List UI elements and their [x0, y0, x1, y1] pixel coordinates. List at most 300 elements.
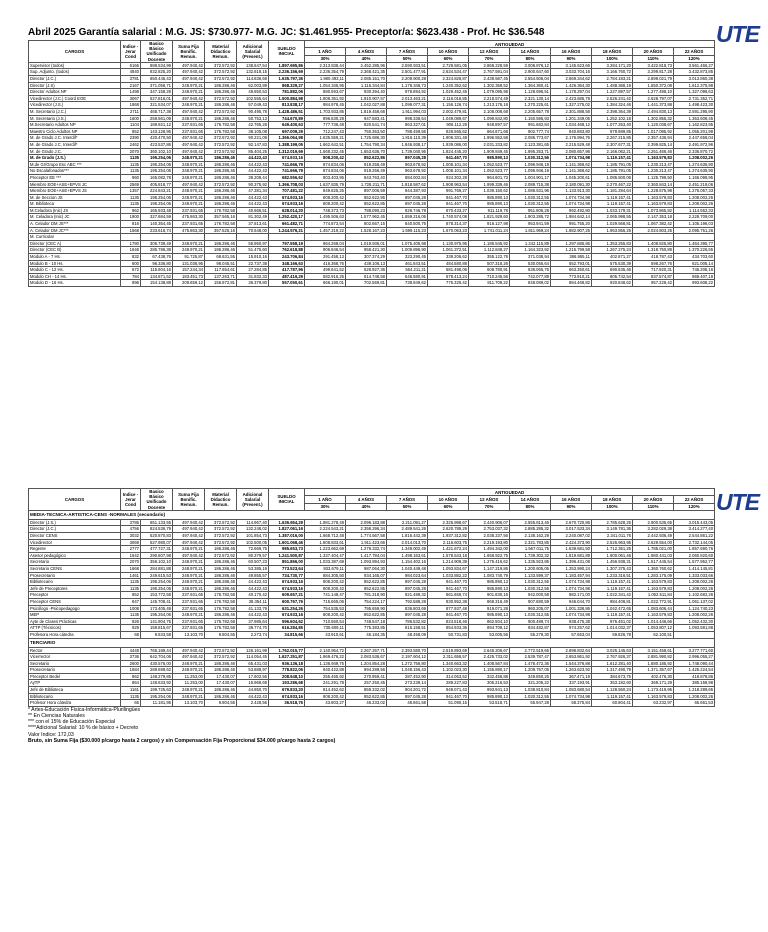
- row-antiguedad: 1.577.962,45: [346, 214, 387, 221]
- row-antiguedad: 1.133.913,30: [551, 188, 592, 195]
- row-antiguedad: 933.679,11: [305, 565, 346, 572]
- row-material: 372.572,92: [205, 539, 237, 546]
- row-antiguedad: 1.360.760,62: [633, 565, 674, 572]
- header-percent: 70%: [469, 55, 510, 62]
- row-suma-fija: [173, 234, 205, 241]
- row-antiguedad: 1.141.368,62: [551, 168, 592, 175]
- row-cargo: Modulo CH - 14 Hs.: [29, 273, 121, 280]
- row-antiguedad: 2.336.870,72: [674, 148, 715, 155]
- row-antiguedad: 48.458,09: [387, 631, 428, 638]
- row-antiguedad: 1.074.734,98: [551, 155, 592, 162]
- footnote: Valor Indice: 172,03: [28, 731, 74, 738]
- row-antiguedad: 2.065.998,55: [592, 214, 633, 221]
- row-cargo: M. de Grado (J.S.): [29, 155, 121, 162]
- row-antiguedad: 321.205,22: [510, 680, 551, 687]
- header-percent: 80%: [510, 503, 551, 510]
- row-antiguedad: 1.882.907,25: [551, 227, 592, 234]
- table-row: [29, 122, 715, 129]
- row-indice: 1135: [121, 194, 141, 201]
- row-antiguedad: 2.218.574,49: [469, 95, 510, 102]
- row-antiguedad: 1.278.332,74: [346, 546, 387, 553]
- row-antiguedad: 1.119.157,41: [592, 194, 633, 201]
- row-antiguedad: 904.201,72: [387, 687, 428, 694]
- row-antiguedad: 3.013.860,38: [674, 76, 715, 83]
- row-material: 186.286,46: [205, 579, 237, 586]
- header-year: 4 AÑOS: [346, 48, 387, 55]
- row-antiguedad: 305.216,53: [469, 680, 510, 687]
- row-material: 372.572,92: [205, 526, 237, 533]
- row-antiguedad: 1.061.137,02: [674, 598, 715, 605]
- row-antiguedad: 2.900.535,65: [633, 519, 674, 526]
- row-antiguedad: 1.658.922,75: [469, 552, 510, 559]
- row-sueldo-inicial: 596.604,62: [269, 618, 305, 625]
- row-antiguedad: 993.608,22: [674, 280, 715, 287]
- row-basico: 420.470,50: [141, 135, 173, 142]
- row-adicional: 53.385,19: [237, 565, 269, 572]
- row-antiguedad: 985.890,13: [469, 585, 510, 592]
- row-antiguedad: 1.042.472,65: [592, 605, 633, 612]
- row-antiguedad: 859.332,02: [346, 687, 387, 694]
- row-antiguedad: 1.162.823,95: [674, 122, 715, 129]
- table-row: [29, 592, 715, 599]
- row-adicional: 44.422,43: [237, 579, 269, 586]
- row-suma-fija: 497.940,42: [173, 526, 205, 533]
- row-cargo: M. de Seccion JS: [29, 194, 121, 201]
- row-antiguedad: 978.894,92: [387, 89, 428, 96]
- row-cargo: Director (J.C.): [29, 526, 121, 533]
- row-antiguedad: 1.163.579,83: [633, 201, 674, 208]
- row-antiguedad: 985.890,13: [469, 194, 510, 201]
- row-antiguedad: 1.208.002,26: [674, 201, 715, 208]
- row-antiguedad: 1.270.225,61: [510, 102, 551, 109]
- row-antiguedad: 273.239,14: [387, 680, 428, 687]
- row-antiguedad: 1.908.963,54: [428, 181, 469, 188]
- row-antiguedad: 3.145.523,66: [551, 62, 592, 69]
- row-suma-fija: 248.970,21: [173, 161, 205, 168]
- header-row: [29, 41, 715, 48]
- row-antiguedad: 900.489,74: [510, 618, 551, 625]
- row-antiguedad: 1.969.476,22: [305, 654, 346, 661]
- row-adicional: 50.753,13: [237, 115, 269, 122]
- row-antiguedad: 1.612.281,40: [592, 660, 633, 667]
- row-adicional: 44.422,43: [237, 693, 269, 700]
- header-percent: 80%: [510, 55, 551, 62]
- row-basico: 306.739,49: [141, 240, 173, 247]
- row-indice: 2070: [121, 148, 141, 155]
- row-antiguedad: 1.052.432,30: [674, 618, 715, 625]
- row-cargo: Modulo B - 10 Hs.: [29, 260, 121, 267]
- row-antiguedad: 2.219.193,80: [469, 539, 510, 546]
- row-indice: 1900: [121, 214, 141, 221]
- row-antiguedad: 2.447.658,04: [674, 135, 715, 142]
- row-antiguedad: 666.190,01: [305, 280, 346, 287]
- row-antiguedad: 1.816.442,39: [387, 533, 428, 540]
- row-basico: 148.279,85: [141, 673, 173, 680]
- header-year: 18 AÑOS: [592, 48, 633, 55]
- row-antiguedad: 2.784.183,21: [592, 76, 633, 83]
- row-adicional: 37.813,61: [237, 221, 269, 228]
- row-cargo: Psicólogo -Psicopedagogo: [29, 605, 121, 612]
- row-antiguedad: 1.739.040,95: [387, 148, 428, 155]
- row-antiguedad: 3.299.817,28: [633, 69, 674, 76]
- row-sueldo-inicial: 1.388.199,05: [269, 141, 305, 148]
- row-adicional: 15.968,69: [237, 680, 269, 687]
- row-antiguedad: 897.045,28: [387, 585, 428, 592]
- row-antiguedad: 848.089,02: [510, 280, 551, 287]
- row-material: 186.286,46: [205, 89, 237, 96]
- row-sueldo-inicial: 417.787,96: [269, 267, 305, 274]
- row-antiguedad: 3.282.029,38: [633, 526, 674, 533]
- row-indice: 832: [121, 254, 141, 261]
- row-antiguedad: 2.732.144,05: [674, 539, 715, 546]
- row-antiguedad: 1.008.101,34: [428, 168, 469, 175]
- row-basico: [141, 234, 173, 241]
- row-material: 186.286,46: [205, 693, 237, 700]
- row-adicional: 44.422,43: [237, 155, 269, 162]
- row-indice: 1642: [121, 552, 141, 559]
- row-antiguedad: 575.530,39: [592, 260, 633, 267]
- row-indice: [121, 234, 141, 241]
- row-basico: 140.354,45: [141, 221, 173, 228]
- row-material: 9.804,55: [205, 631, 237, 638]
- row-sueldo-inicial: 773.523,64: [269, 565, 305, 572]
- section-terciario-label: TERCIARIO: [29, 638, 715, 647]
- row-antiguedad: 1.909.849,45: [469, 148, 510, 155]
- row-cargo: Director Adultos NP: [29, 89, 121, 96]
- row-antiguedad: 1.136.949,75: [305, 660, 346, 667]
- row-antiguedad: 1.242.115,89: [510, 240, 551, 247]
- row-antiguedad: 1.318.750,89: [633, 247, 674, 254]
- salary-sheet-2: [28, 488, 740, 744]
- row-antiguedad: 1.223.662,69: [305, 546, 346, 553]
- row-sueldo-inicial: 851.866,00: [269, 559, 305, 566]
- row-adicional: 38.354,11: [237, 598, 269, 605]
- table-row: [29, 660, 715, 667]
- row-antiguedad: 2.885.285,32: [510, 526, 551, 533]
- row-antiguedad: 1.119.157,41: [592, 579, 633, 586]
- row-basico: 195.254,06: [141, 155, 173, 162]
- row-antiguedad: 53.005,56: [469, 631, 510, 638]
- row-indice: 1568: [121, 227, 141, 234]
- row-antiguedad: 1.263.623,92: [551, 667, 592, 674]
- header-year: 7 AÑOS: [387, 496, 428, 503]
- salary-table-secondary: [28, 488, 715, 707]
- row-suma-fija: 497.940,42: [173, 76, 205, 83]
- row-antiguedad: 2.236.354,79: [305, 69, 346, 76]
- row-suma-fija: 183.451,73: [173, 273, 205, 280]
- row-antiguedad: 1.819.458,66: [346, 108, 387, 115]
- row-antiguedad: 985.890,13: [469, 693, 510, 700]
- row-adicional: 114.836,59: [237, 76, 269, 83]
- row-antiguedad: 1.133.599,37: [510, 572, 551, 579]
- row-antiguedad: 2.123.381,65: [510, 141, 551, 148]
- row-antiguedad: 1.396.431,08: [551, 559, 592, 566]
- table-row: [29, 89, 715, 96]
- row-adicional: 38.105,08: [237, 128, 269, 135]
- row-antiguedad: 941.467,70: [428, 612, 469, 619]
- row-antiguedad: 1.317.490,79: [592, 667, 633, 674]
- row-sueldo-inicial: 1.241.500,87: [269, 552, 305, 559]
- row-antiguedad: 1.178.297,04: [551, 89, 592, 96]
- row-antiguedad: 930.394,40: [346, 89, 387, 96]
- row-sueldo-inicial: 193.286,68: [269, 680, 305, 687]
- table-row: [29, 267, 715, 274]
- row-antiguedad: 1.034.468,12: [551, 122, 592, 129]
- row-antiguedad: 3.149.781,36: [592, 526, 633, 533]
- row-basico: 259.561,09: [141, 115, 173, 122]
- row-adicional: 47.381,34: [237, 188, 269, 195]
- row-antiguedad: 2.590.933,51: [387, 62, 428, 69]
- row-sueldo-inicial: 2.236.156,69: [269, 69, 305, 76]
- row-antiguedad: 337.193,91: [551, 680, 592, 687]
- row-adicional: 22.737,38: [237, 260, 269, 267]
- row-antiguedad: 2.267.267,71: [346, 647, 387, 654]
- row-antiguedad: 1.083.740,79: [469, 572, 510, 579]
- row-antiguedad: 710.560,54: [305, 618, 346, 625]
- row-sueldo-inicial: 762.618,88: [269, 247, 305, 254]
- row-antiguedad: 1.337.404,47: [305, 552, 346, 559]
- header-sueldo: SUELDO INICIAL: [269, 41, 305, 63]
- row-antiguedad: 1.054.345,95: [305, 82, 346, 89]
- row-cargo: Jefe de Preceptores: [29, 585, 121, 592]
- row-material: 186.286,46: [205, 565, 237, 572]
- row-antiguedad: 255.465,92: [305, 673, 346, 680]
- row-basico: 284.881,88: [141, 565, 173, 572]
- row-antiguedad: 1.208.002,26: [674, 693, 715, 700]
- row-antiguedad: 3.414.277,40: [674, 526, 715, 533]
- row-antiguedad: 777.736,48: [305, 122, 346, 129]
- header-cargos: CARGOS: [29, 489, 121, 511]
- row-antiguedad: 2.014.013,70: [387, 539, 428, 546]
- header-percent: 60%: [428, 55, 469, 62]
- row-antiguedad: 1.128.696,51: [510, 89, 551, 96]
- row-antiguedad: 1.029.568,81: [592, 221, 633, 228]
- row-antiguedad: 1.163.579,83: [633, 155, 674, 162]
- table-row: [29, 240, 715, 247]
- row-antiguedad: 314.063,52: [428, 673, 469, 680]
- row-basico: 224.843,21: [141, 188, 173, 195]
- row-antiguedad: 940.883,80: [551, 128, 592, 135]
- row-antiguedad: 1.093.834,67: [428, 565, 469, 572]
- row-suma-fija: 248.970,21: [173, 559, 205, 566]
- row-antiguedad: 987.064,30: [346, 565, 387, 572]
- row-antiguedad: 2.526.963,95: [592, 539, 633, 546]
- row-antiguedad: 2.321.130,14: [510, 95, 551, 102]
- row-antiguedad: 869.316,49: [469, 598, 510, 605]
- row-antiguedad: 1.164.323,92: [510, 247, 551, 254]
- row-antiguedad: 1.029.452,45: [428, 89, 469, 96]
- row-sueldo-inicial: 674.933,16: [269, 612, 305, 619]
- row-basico: 289.698,62: [141, 667, 173, 674]
- row-cargo: Ayte de Clases Prácticas: [29, 618, 121, 625]
- row-antiguedad: 439.106,13: [346, 260, 387, 267]
- row-sueldo-inicial: 1.428.486,51: [269, 108, 305, 115]
- footnotes: [28, 707, 740, 744]
- row-antiguedad: 1.741.011,24: [469, 227, 510, 234]
- row-antiguedad: 2.089.715,38: [510, 181, 551, 188]
- row-antiguedad: 43.803,27: [305, 700, 346, 707]
- row-antiguedad: 1.740.574,08: [428, 214, 469, 221]
- row-antiguedad: 1.333.033,66: [674, 572, 715, 579]
- table-row: [29, 201, 715, 208]
- row-antiguedad: 1.774.567,58: [346, 533, 387, 540]
- row-sueldo-inicial: 1.601.068,46: [269, 539, 305, 546]
- row-antiguedad: 608.780,91: [469, 267, 510, 274]
- row-antiguedad: 2.180.091,30: [551, 181, 592, 188]
- row-antiguedad: 1.163.579,83: [633, 693, 674, 700]
- row-suma-fija: 248.970,21: [173, 585, 205, 592]
- row-antiguedad: 2.767.926,37: [592, 654, 633, 661]
- row-antiguedad: 1.277.498,10: [633, 89, 674, 96]
- row-antiguedad: 1.703.933,85: [305, 108, 346, 115]
- row-antiguedad: 1.008.101,34: [428, 161, 469, 168]
- row-sueldo-inicial: 348.166,63: [269, 260, 305, 267]
- row-antiguedad: 984.023,64: [387, 572, 428, 579]
- row-antiguedad: 1.230.213,47: [633, 168, 674, 175]
- row-antiguedad: 418.787,43: [633, 254, 674, 261]
- row-antiguedad: 976.461,02: [592, 618, 633, 625]
- row-antiguedad: 963.678,92: [387, 161, 428, 168]
- row-basico: 832.825,20: [141, 69, 173, 76]
- row-antiguedad: 2.440.906,07: [469, 519, 510, 526]
- row-indice: 3786: [121, 519, 141, 526]
- row-antiguedad: 257.250,45: [346, 680, 387, 687]
- row-antiguedad: 2.653.861,92: [551, 654, 592, 661]
- row-adicional: 49.850,53: [237, 89, 269, 96]
- row-antiguedad: 1.488.368,19: [592, 82, 633, 89]
- header-indice: Indice - Jerar Cond: [121, 41, 141, 63]
- row-antiguedad: 2.898.832,64: [551, 647, 592, 654]
- row-antiguedad: 1.639.681,50: [551, 546, 592, 553]
- row-material: 176.782,58: [205, 221, 237, 228]
- row-antiguedad: 3.151.458,61: [633, 647, 674, 654]
- row-material: 357.525,16: [205, 227, 237, 234]
- row-sueldo-inicial: 797.558,19: [269, 240, 305, 247]
- row-suma-fija: 248.970,21: [173, 194, 205, 201]
- row-suma-fija: 475.863,30: [173, 214, 205, 221]
- row-antiguedad: 1.099.077,31: [387, 102, 428, 109]
- row-antiguedad: 598.267,76: [633, 260, 674, 267]
- row-antiguedad: 907.680,59: [510, 598, 551, 605]
- row-antiguedad: 1.725.686,30: [346, 135, 387, 142]
- row-adicional: 57.049,43: [237, 102, 269, 109]
- row-cargo: Prosecretario: [29, 667, 121, 674]
- row-antiguedad: 1.668.712,48: [305, 533, 346, 540]
- row-indice: 1135: [121, 612, 141, 619]
- row-antiguedad: 2.360.843,14: [633, 181, 674, 188]
- row-antiguedad: 874.834,06: [305, 168, 346, 175]
- row-antiguedad: 552.793,01: [551, 260, 592, 267]
- row-antiguedad: 57.553,04: [551, 631, 592, 638]
- row-sueldo-inicial: 741.666,79: [269, 161, 305, 168]
- row-antiguedad: 1.808.833,61: [305, 539, 346, 546]
- row-antiguedad: 307.374,29: [346, 254, 387, 261]
- row-antiguedad: 1.200.605,05: [510, 565, 551, 572]
- row-antiguedad: 1.019.936,01: [346, 240, 387, 247]
- row-antiguedad: 984.978,45: [305, 102, 346, 109]
- row-antiguedad: 2.086.773,67: [510, 135, 551, 142]
- row-antiguedad: 582.916,25: [305, 273, 346, 280]
- row-antiguedad: 2.147.353,18: [633, 214, 674, 221]
- row-antiguedad: 852.622,86: [346, 155, 387, 162]
- row-sueldo-inicial: 674.933,16: [269, 585, 305, 592]
- row-antiguedad: 1.900.061,46: [592, 552, 633, 559]
- header-year: 10 AÑOS: [428, 496, 469, 503]
- row-antiguedad: 289.227,83: [428, 680, 469, 687]
- row-antiguedad: 919.256,49: [346, 161, 387, 168]
- row-antiguedad: 712.247,43: [305, 128, 346, 135]
- row-antiguedad: 2.324.828,87: [428, 76, 469, 83]
- footnote: * Artes-Educación Fisica-Informática-Plurilingües: [28, 706, 141, 713]
- header-percent: 40%: [346, 55, 387, 62]
- row-antiguedad: [305, 234, 346, 241]
- footnote: ** En Ciencias Naturales: [28, 713, 85, 720]
- row-antiguedad: 1.283.175,09: [633, 572, 674, 579]
- row-antiguedad: 3.033.704,16: [551, 69, 592, 76]
- row-antiguedad: 1.302.358,52: [469, 82, 510, 89]
- row-antiguedad: 840.500,76: [387, 221, 428, 228]
- row-antiguedad: 1.340.663,32: [428, 660, 469, 667]
- table-row: [29, 95, 715, 102]
- table-row: [29, 69, 715, 76]
- row-sueldo-inicial: 616.284,85: [269, 625, 305, 632]
- row-antiguedad: 869.407,19: [674, 273, 715, 280]
- row-antiguedad: 781.318,90: [346, 592, 387, 599]
- row-antiguedad: 808.200,42: [305, 201, 346, 208]
- row-basico: 159.815,67: [141, 625, 173, 632]
- row-antiguedad: 1.141.368,62: [551, 161, 592, 168]
- row-adicional: 90.221,09: [237, 135, 269, 142]
- row-antiguedad: 2.325.998,67: [428, 519, 469, 526]
- row-antiguedad: 2.767.591,04: [469, 69, 510, 76]
- row-material: 186.286,46: [205, 155, 237, 162]
- row-antiguedad: 742.077,89: [510, 273, 551, 280]
- row-antiguedad: 1.785.021,00: [633, 546, 674, 553]
- row-basico: 154.138,88: [141, 280, 173, 287]
- row-antiguedad: 1.980.441,03: [633, 552, 674, 559]
- row-indice: 847: [121, 598, 141, 605]
- row-antiguedad: 287.452,90: [387, 673, 428, 680]
- row-antiguedad: 911.119,78: [469, 207, 510, 214]
- row-antiguedad: 897.045,28: [387, 693, 428, 700]
- row-cargo: M. de Grado J.C. Interdif*: [29, 141, 121, 148]
- row-antiguedad: 811.709,22: [469, 280, 510, 287]
- row-antiguedad: 1.083.680,54: [551, 687, 592, 694]
- row-suma-fija: 91.725,87: [173, 254, 205, 261]
- row-antiguedad: 1.857.690,76: [674, 546, 715, 553]
- table-row: [29, 693, 715, 700]
- row-antiguedad: 1.116.344,84: [346, 82, 387, 89]
- row-material: 156.872,81: [205, 280, 237, 287]
- row-antiguedad: 1.456.938,31: [592, 559, 633, 566]
- row-antiguedad: 788.459,56: [387, 128, 428, 135]
- row-suma-fija: 248.970,21: [173, 174, 205, 181]
- row-cargo: A. Celador DM JC***: [29, 227, 121, 234]
- header-percent: 90%: [551, 55, 592, 62]
- row-antiguedad: 2.452.285,96: [346, 62, 387, 69]
- row-antiguedad: 1.102.023,30: [428, 667, 469, 674]
- row-antiguedad: 2.038.237,56: [469, 533, 510, 540]
- row-antiguedad: 862.504,10: [469, 618, 510, 625]
- row-antiguedad: 974.257,62: [551, 625, 592, 632]
- row-antiguedad: 808.200,42: [305, 155, 346, 162]
- row-antiguedad: 944.387,93: [387, 188, 428, 195]
- row-antiguedad: 1.124.740,23: [674, 605, 715, 612]
- row-indice: 1868: [121, 102, 141, 109]
- row-antiguedad: 3.561.466,27: [674, 62, 715, 69]
- row-antiguedad: 1.670.063,23: [428, 227, 469, 234]
- row-antiguedad: 774.873,54: [305, 221, 346, 228]
